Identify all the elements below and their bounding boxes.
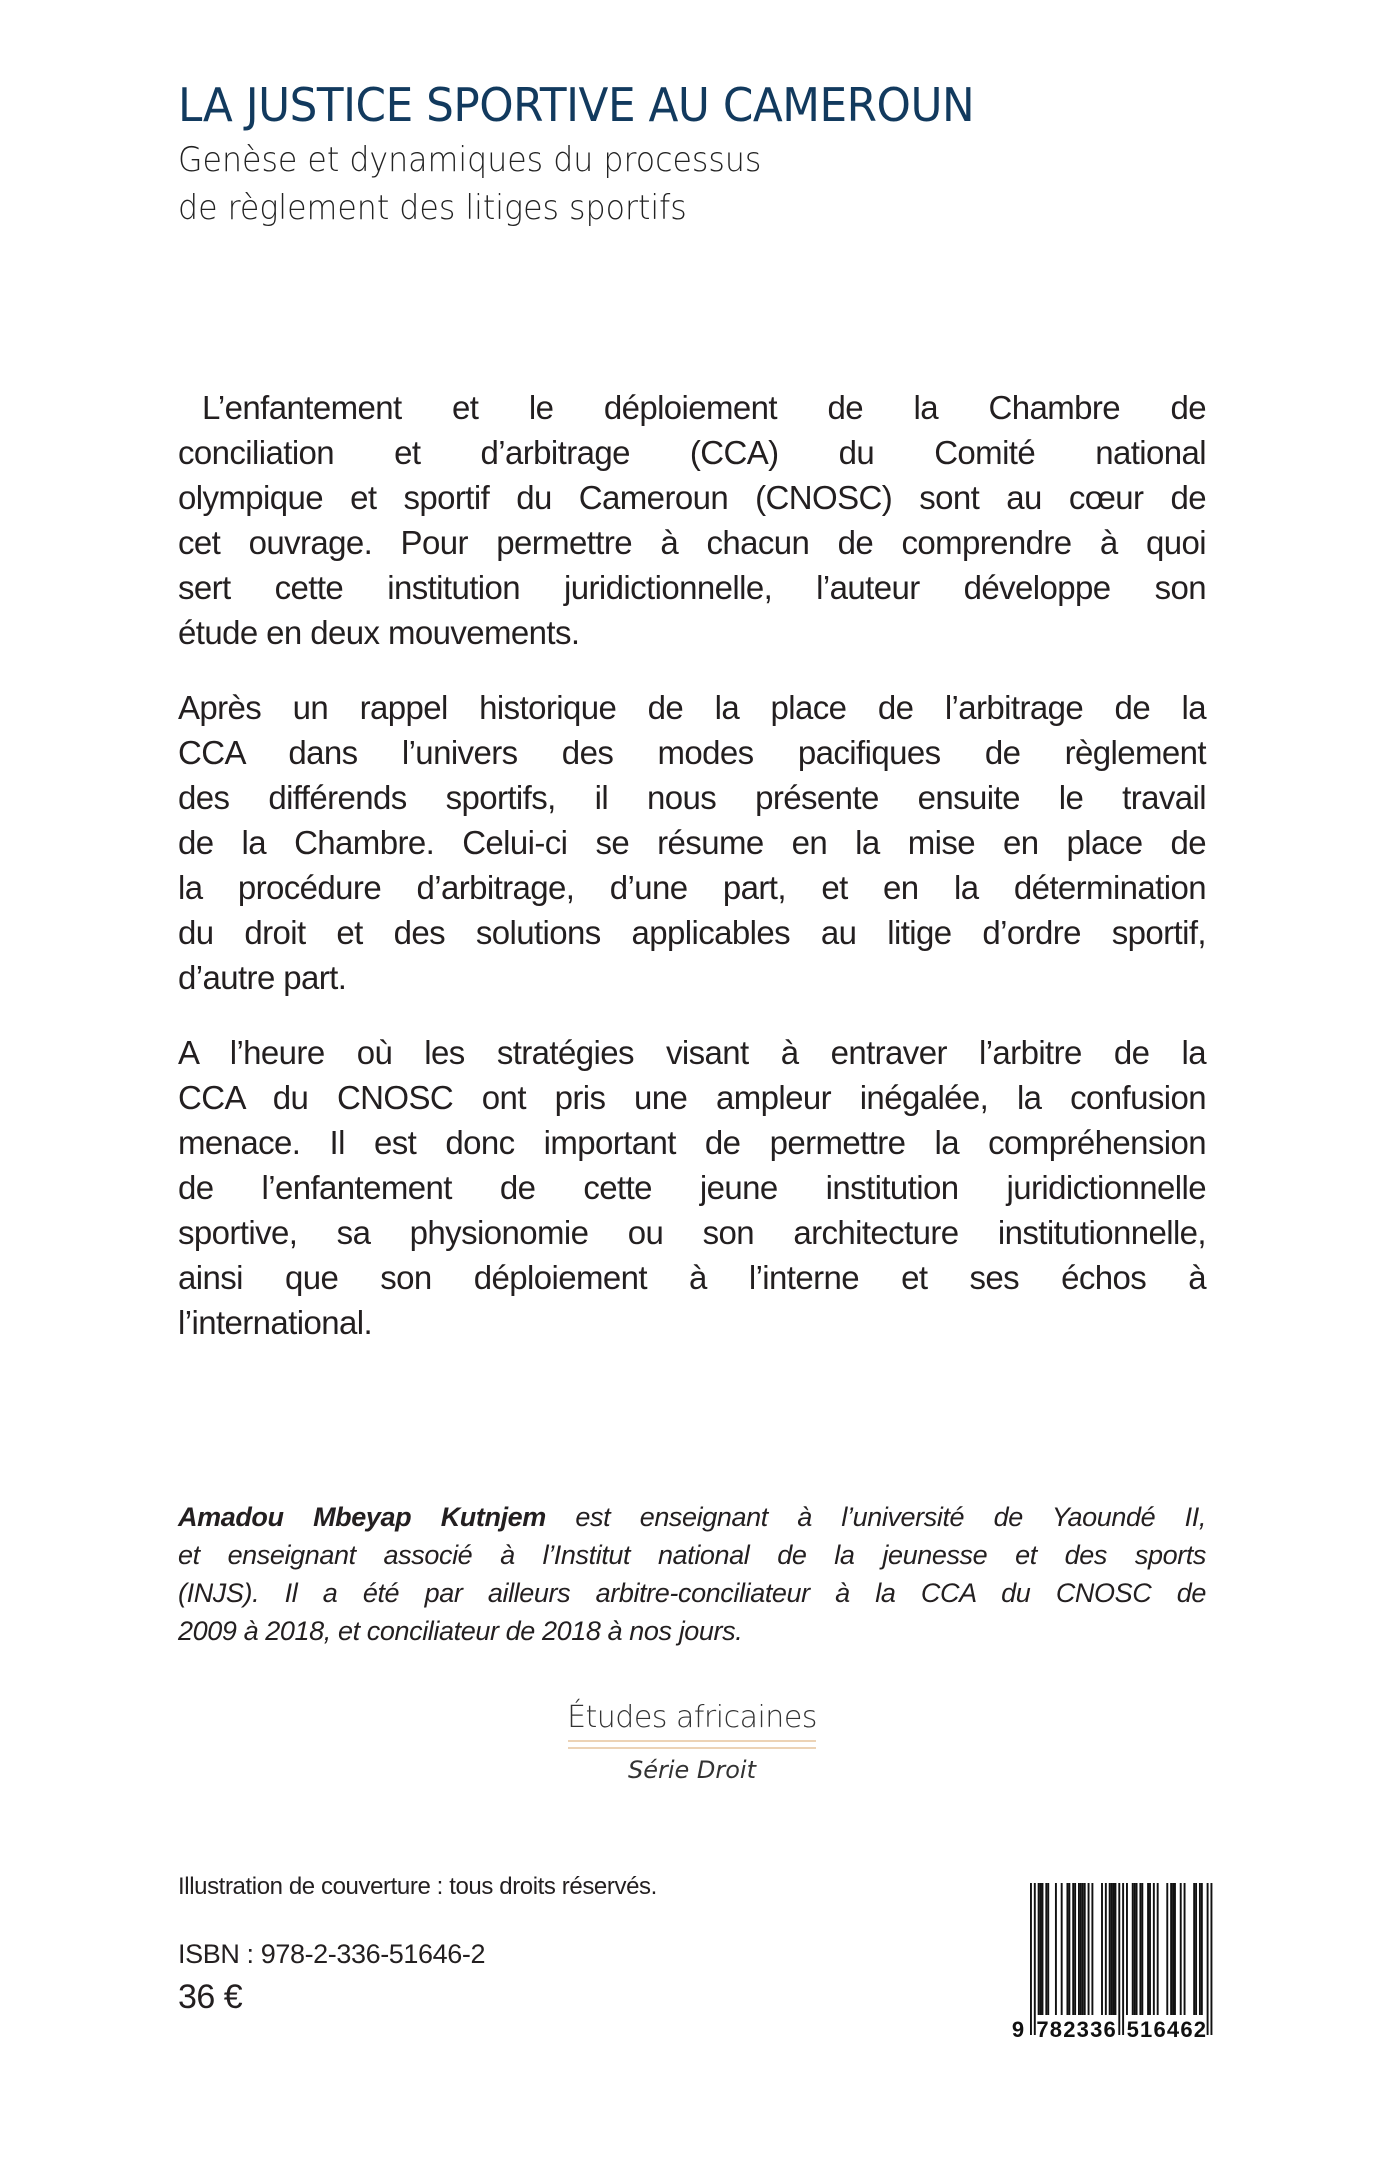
cover-credit: Illustration de couverture : tous droits réservés. (178, 1873, 657, 1900)
subtitle-line: Genèse et dynamiques du processus (178, 140, 762, 180)
bio-line: (INJS). Il a été par ailleurs arbitre-conciliateur à la CCA du CNOSC de (178, 1578, 1206, 1608)
barcode-bar (1047, 1883, 1049, 2015)
barcode-bar (1180, 1883, 1182, 2015)
barcode-digit: 2 (1193, 2017, 1207, 2040)
barcode-bar (1122, 1883, 1124, 2035)
book-subtitle (178, 136, 761, 232)
barcode-bar (1201, 1883, 1203, 2015)
barcode-digit: 4 (1166, 2017, 1180, 2040)
barcode-bar (1193, 1883, 1195, 2015)
barcode-bar (1136, 1883, 1138, 2015)
paragraph (178, 1030, 1206, 1345)
series-subtitle: Série Droit (627, 1756, 757, 1784)
paragraph-line: cet ouvrage. Pour permettre à chacun de comprendre à quoi (178, 524, 1206, 561)
paragraph-line: sportive, sa physionomie ou son architecture institutionnelle, (178, 1214, 1206, 1251)
barcode-bar (1055, 1883, 1057, 2015)
barcode-digit: 6 (1153, 2017, 1166, 2040)
paragraph-line: d’autre part. (178, 959, 347, 996)
paragraph-line: ainsi que son déploiement à l’interne et ses échos à (178, 1259, 1206, 1296)
barcode-bar (1139, 1883, 1141, 2015)
paragraph-line: L’enfantement et le déploiement de la Chambre de (202, 389, 1206, 426)
barcode-digit: 2 (1063, 2017, 1076, 2040)
barcode-bar (1061, 1883, 1063, 2015)
barcode-digit: 3 (1090, 2017, 1103, 2040)
barcode-bar (1088, 1883, 1090, 2015)
paragraph-line: sert cette institution juridictionnelle, l’auteur développe son (178, 569, 1206, 606)
barcode-digit: 5 (1126, 2017, 1139, 2040)
paragraph-line: l’international. (178, 1304, 373, 1341)
barcode-digit: 6 (1180, 2017, 1193, 2040)
bio-text: est enseignant à l’université de Yaoundé II, (545, 1502, 1206, 1532)
bio-line: 2009 à 2018, et conciliateur de 2018 à nos jours. (178, 1616, 743, 1646)
barcode-bar (1207, 1883, 1209, 2035)
barcode-bar (1172, 1883, 1174, 2015)
barcode-bar (1084, 1883, 1086, 2015)
barcode-bar (1034, 1883, 1036, 2035)
paragraph (178, 385, 1206, 655)
author-name: Amadou Mbeyap Kutnjem (178, 1502, 546, 1532)
barcode-bar (1210, 1883, 1212, 2035)
barcode-bar (1149, 1883, 1151, 2015)
barcode-bar (1157, 1883, 1159, 2015)
barcode-bar (1091, 1883, 1093, 2015)
author-bio (178, 1498, 1206, 1650)
blurb-text (178, 385, 1206, 1375)
barcode-digit: 9 (1011, 2017, 1025, 2040)
barcode-bar (1113, 1883, 1115, 2015)
barcode-bar (1072, 1883, 1074, 2015)
barcode-bar (1111, 1883, 1113, 2015)
barcode-bar (1132, 1883, 1134, 2015)
barcode-bar (1068, 1883, 1070, 2015)
paragraph-line: olympique et sportif du Cameroun (CNOSC) sont au cœur de (178, 479, 1206, 516)
paragraph-line: A l’heure où les stratégies visant à entraver l’arbitre de la (178, 1034, 1206, 1071)
series-name: Études africaines (567, 1700, 817, 1735)
barcode-bar (1126, 1883, 1128, 2015)
barcode-bar (1195, 1883, 1197, 2015)
barcode-bar (1040, 1883, 1042, 2015)
barcode-bar (1030, 1883, 1032, 2035)
paragraph-line: conciliation et d’arbitrage (CCA) du Comité national (178, 434, 1206, 471)
book-title: LA JUSTICE SPORTIVE AU CAMEROUN (178, 78, 975, 132)
barcode (1000, 1880, 1220, 2040)
subtitle-line: de règlement des litiges sportifs (178, 188, 687, 228)
barcode-bar (1118, 1883, 1120, 2035)
barcode-bar (1114, 1883, 1116, 2015)
paragraph-line: CCA dans l’univers des modes pacifiques de règlement (178, 734, 1206, 771)
price: 36 € (178, 1978, 243, 2016)
barcode-bar (1199, 1883, 1201, 2015)
barcode-bar (1141, 1883, 1143, 2015)
barcode-bar (1078, 1883, 1080, 2015)
barcode-bar (1170, 1883, 1172, 2015)
barcode-bar (1105, 1883, 1107, 2015)
series-divider (568, 1740, 816, 1749)
barcode-bar (1166, 1883, 1168, 2015)
barcode-digit: 1 (1140, 2017, 1153, 2040)
barcode-bar (1153, 1883, 1155, 2015)
barcode-bar (1101, 1883, 1103, 2015)
bio-line: et enseignant associé à l’Institut national de la jeunesse et des sports (178, 1540, 1206, 1570)
barcode-bar (1082, 1883, 1084, 2015)
barcode-bar (1074, 1883, 1076, 2015)
paragraph-line: étude en deux mouvements. (178, 614, 580, 651)
paragraph (178, 685, 1206, 1000)
barcode-digit: 3 (1076, 2017, 1089, 2040)
paragraph-line: du droit et des solutions applicables au litige d’ordre sportif, (178, 914, 1206, 951)
barcode-bar (1147, 1883, 1149, 2015)
series-logo (560, 1698, 824, 1787)
barcode-digit: 8 (1049, 2017, 1063, 2040)
barcode-bar (1038, 1883, 1040, 2015)
barcode-bar (1134, 1883, 1136, 2015)
paragraph-line: la procédure d’arbitrage, d’une part, et en la détermination (178, 869, 1206, 906)
paragraph-line: de l’enfantement de cette jeune institution juridictionnelle (178, 1169, 1206, 1206)
paragraph-line: de la Chambre. Celui-ci se résume en la mise en place de (178, 824, 1206, 861)
paragraph-line: menace. Il est donc important de permettre la compréhension (178, 1124, 1206, 1161)
barcode-bar (1080, 1883, 1082, 2015)
barcode-bar (1042, 1883, 1044, 2015)
barcode-bar (1184, 1883, 1186, 2015)
barcode-digit: 6 (1103, 2017, 1116, 2040)
barcode-bar (1109, 1883, 1111, 2015)
barcode-bar (1066, 1883, 1068, 2015)
paragraph-line: CCA du CNOSC ont pris une ampleur inégalée, la confusion (178, 1079, 1206, 1116)
barcode-bar (1045, 1883, 1047, 2015)
barcode-bar (1174, 1883, 1176, 2015)
barcode-digit: 7 (1036, 2017, 1049, 2040)
paragraph-line: Après un rappel historique de la place de l’arbitrage de la (178, 689, 1206, 726)
isbn: ISBN : 978-2-336-51646-2 (178, 1939, 486, 1969)
paragraph-line: des différends sportifs, il nous présente ensuite le travail (178, 779, 1206, 816)
